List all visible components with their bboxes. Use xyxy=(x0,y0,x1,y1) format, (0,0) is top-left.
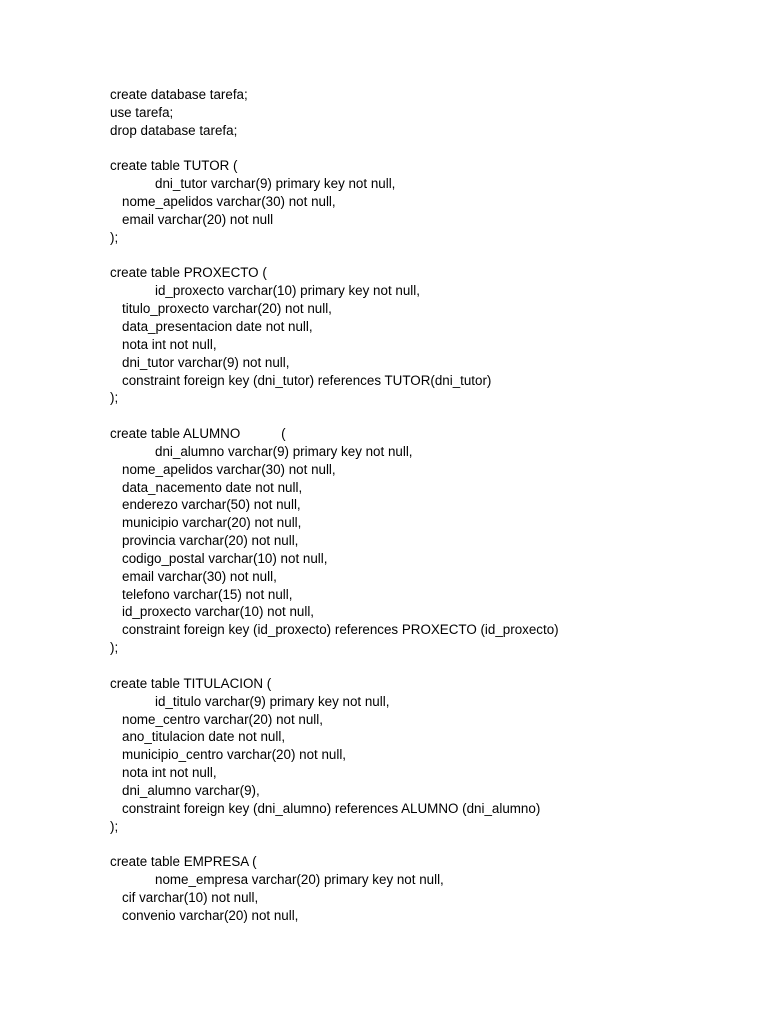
blank-line xyxy=(110,657,750,675)
code-line: dni_tutor varchar(9) primary key not null, xyxy=(155,176,396,192)
code-line: use tarefa; xyxy=(110,104,174,120)
code-line: municipio_centro varchar(20) not null, xyxy=(122,747,347,763)
code-line: cif varchar(10) not null, xyxy=(122,889,259,905)
code-line: id_proxecto varchar(10) primary key not null, xyxy=(155,283,420,299)
code-line: telefono varchar(15) not null, xyxy=(122,586,293,602)
code-line: ); xyxy=(110,818,119,834)
code-line: provincia varchar(20) not null, xyxy=(122,533,299,549)
code-line: create table TUTOR ( xyxy=(110,158,238,174)
code-line: nome_apelidos varchar(30) not null, xyxy=(122,461,336,477)
blank-line xyxy=(110,407,750,425)
code-line: codigo_postal varchar(10) not null, xyxy=(122,550,328,566)
code-line: ano_titulacion date not null, xyxy=(122,729,286,745)
code-line: nome_empresa varchar(20) primary key not null, xyxy=(155,872,444,888)
code-line: data_presentacion date not null, xyxy=(122,318,313,334)
code-line: ); xyxy=(110,229,119,245)
code-line: create table EMPRESA ( xyxy=(110,854,257,870)
code-line: nota int not null, xyxy=(122,336,217,352)
code-line: id_titulo varchar(9) primary key not null, xyxy=(155,693,390,709)
code-line: ); xyxy=(110,390,119,406)
code-line: nota int not null, xyxy=(122,765,217,781)
code-line: constraint foreign key (dni_tutor) references TUTOR(dni_tutor) xyxy=(122,372,492,388)
code-line: nome_apelidos varchar(30) not null, xyxy=(122,194,336,210)
blank-line xyxy=(110,835,750,853)
code-line: dni_tutor varchar(9) not null, xyxy=(122,354,290,370)
code-line: email varchar(20) not null xyxy=(122,211,274,227)
code-line: data_nacemento date not null, xyxy=(122,479,303,495)
code-line: convenio varchar(20) not null, xyxy=(122,907,299,923)
code-line: create table PROXECTO ( xyxy=(110,265,267,281)
code-line: drop database tarefa; xyxy=(110,122,238,138)
code-line: municipio varchar(20) not null, xyxy=(122,515,302,531)
code-line: create database tarefa; xyxy=(110,87,248,102)
sql-script xyxy=(110,86,750,925)
code-line: titulo_proxecto varchar(20) not null, xyxy=(122,301,332,317)
code-line: id_proxecto varchar(10) not null, xyxy=(122,604,315,620)
code-line: ); xyxy=(110,640,119,656)
blank-line xyxy=(110,140,750,158)
code-line: nome_centro varchar(20) not null, xyxy=(122,711,323,727)
code-line: dni_alumno varchar(9), xyxy=(122,782,260,798)
code-line: create table ALUMNO ( xyxy=(110,426,286,442)
code-line: email varchar(30) not null, xyxy=(122,568,277,584)
code-line: create table TITULACION ( xyxy=(110,675,272,691)
blank-line xyxy=(110,247,750,265)
code-line: dni_alumno varchar(9) primary key not null, xyxy=(155,443,413,459)
code-line: enderezo varchar(50) not null, xyxy=(122,497,301,513)
code-line: constraint foreign key (id_proxecto) references PROXECTO (id_proxecto) xyxy=(122,622,559,638)
code-line: constraint foreign key (dni_alumno) references ALUMNO (dni_alumno) xyxy=(122,800,541,816)
